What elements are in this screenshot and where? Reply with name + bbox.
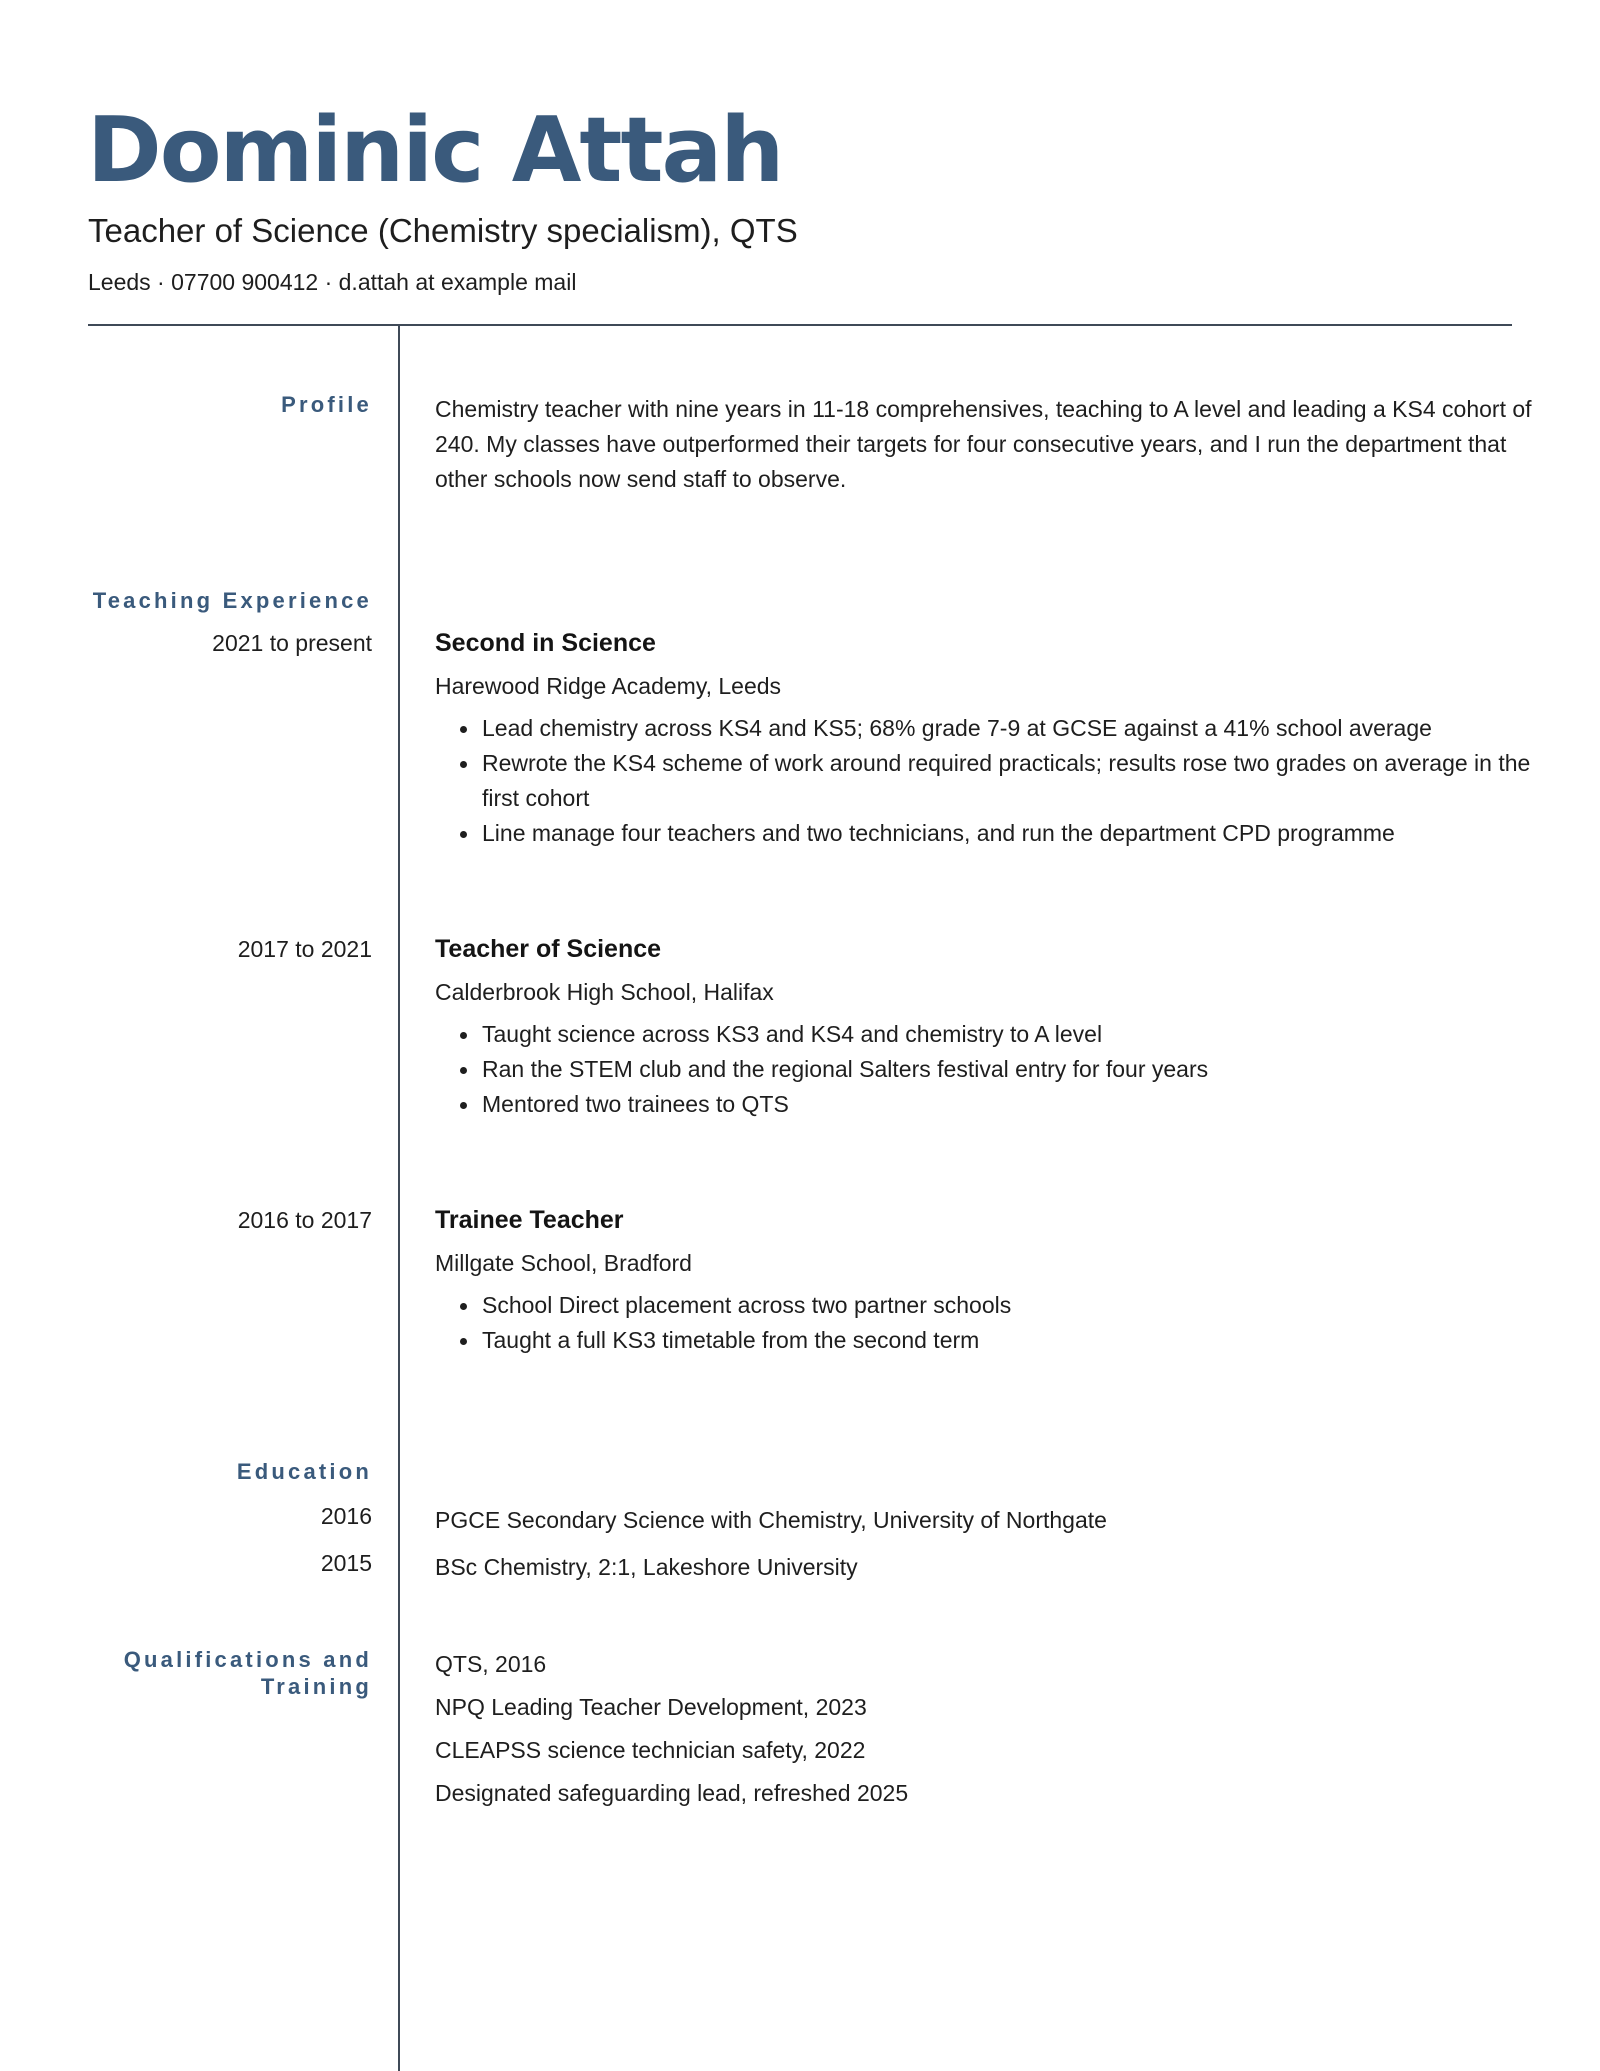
education-entry: PGCE Secondary Science with Chemistry, University of Northgate (435, 1507, 1107, 1533)
job-bullets (435, 1017, 1535, 1122)
section-label-profile: Profile (281, 392, 372, 417)
job-organisation: Calderbrook High School, Halifax (435, 979, 774, 1005)
job-dates: 2021 to present (212, 630, 372, 656)
bullet-item: Taught a full KS3 timetable from the second term (435, 1323, 1535, 1358)
job-bullets (435, 1288, 1535, 1358)
education-entry: BSc Chemistry, 2:1, Lakeshore University (435, 1554, 858, 1580)
bullet-item: Mentored two trainees to QTS (435, 1087, 1535, 1122)
qualification-item: NPQ Leading Teacher Development, 2023 (435, 1694, 867, 1720)
education-year: 2015 (320, 1550, 372, 1576)
bullet-item: Ran the STEM club and the regional Salters festival entry for four years (435, 1052, 1535, 1087)
job-organisation: Millgate School, Bradford (435, 1250, 692, 1276)
job-title: Second in Science (435, 629, 656, 657)
contact-line: Leeds · 07700 900412 · d.attah at example mail (88, 269, 577, 295)
candidate-name: Dominic Attah (87, 98, 783, 203)
job-entry (435, 1203, 1535, 1358)
bullet-item: Rewrote the KS4 scheme of work around required practicals; results rose two grades on average in the first cohort (435, 746, 1535, 816)
education-year: 2016 (320, 1503, 372, 1529)
job-bullets (435, 711, 1535, 851)
qualifications-list (435, 1648, 1535, 1809)
column-divider (398, 326, 400, 2071)
job-title: Teacher of Science (435, 935, 662, 963)
job-entry (435, 626, 1535, 851)
bullet-item: Line manage four teachers and two technicians, and run the department CPD programme (435, 816, 1535, 851)
section-label-education: Education (236, 1459, 372, 1484)
job-organisation: Harewood Ridge Academy, Leeds (435, 673, 782, 699)
job-title: Trainee Teacher (435, 1206, 624, 1234)
candidate-headline: Teacher of Science (Chemistry specialism), QTS (88, 212, 798, 249)
bullet-item: School Direct placement across two partner schools (435, 1288, 1535, 1323)
qualification-item: Designated safeguarding lead, refreshed 2025 (435, 1780, 909, 1806)
qualification-item: QTS, 2016 (435, 1651, 547, 1677)
job-entry (435, 932, 1535, 1122)
profile-text: Chemistry teacher with nine years in 11-18 comprehensives, teaching to A level and leading a KS4 cohort of 240. My classes have outperformed their targets for four consecutive years, and I run the department that other schools now send staff to observe. (435, 396, 1532, 492)
job-dates: 2016 to 2017 (237, 1207, 372, 1233)
section-label-qualifications: Qualifications and Training (123, 1647, 372, 1699)
profile-section (435, 392, 1535, 497)
bullet-item: Lead chemistry across KS4 and KS5; 68% grade 7-9 at GCSE against a 41% school average (435, 711, 1535, 746)
job-dates: 2017 to 2021 (237, 936, 372, 962)
section-label-experience: Teaching Experience (92, 588, 372, 613)
bullet-item: Taught science across KS3 and KS4 and chemistry to A level (435, 1017, 1535, 1052)
header-divider (88, 324, 1512, 326)
qualification-item: CLEAPSS science technician safety, 2022 (435, 1737, 866, 1763)
